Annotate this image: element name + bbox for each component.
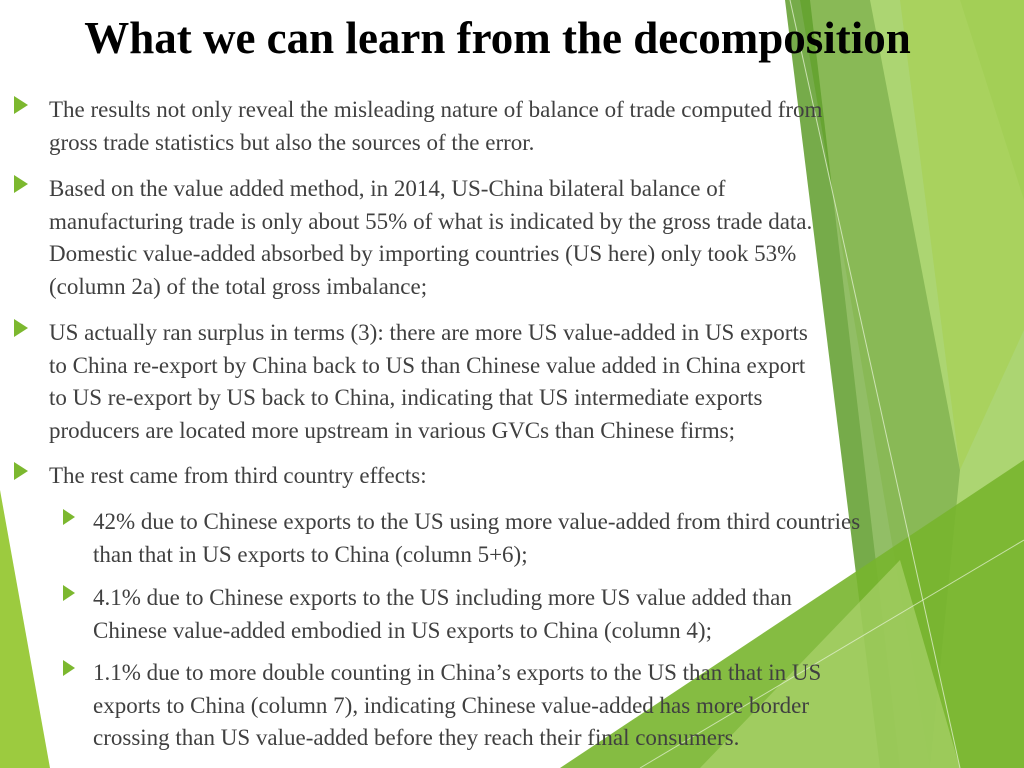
bullet-arrow-icon xyxy=(14,462,28,480)
sub-bullet-arrow-icon xyxy=(63,660,75,676)
bullet-line: (column 2a) of the total gross imbalance; xyxy=(49,273,428,299)
sub-bullet-line: exports to China (column 7), indicating Chinese value-added has more border xyxy=(93,692,809,718)
slide-title: What we can learn from the decomposition xyxy=(84,13,911,63)
bullet-line: US actually ran surplus in terms (3): there are more US value-added in US exports xyxy=(49,320,808,345)
sub-bullet-line: 42% due to Chinese exports to the US using more value-added from third countries xyxy=(93,509,861,534)
bullet-line: to China re-export by China back to US than Chinese value added in China export xyxy=(49,352,806,378)
bullet-line: The results not only reveal the misleading nature of balance of trade computed from xyxy=(49,97,823,122)
bullet-line: The rest came from third country effects: xyxy=(49,463,427,488)
sub-bullet-line: crossing than US value-added before they reach their final consumers. xyxy=(93,725,740,750)
bullet-line: Based on the value added method, in 2014, US-China bilateral balance of xyxy=(49,176,726,201)
bullet-arrow-icon xyxy=(14,175,28,193)
sub-bullet-arrow-icon xyxy=(63,509,75,525)
sub-bullet-line: than that in US exports to China (column 5+6); xyxy=(93,541,528,567)
bullet-line: manufacturing trade is only about 55% of what is indicated by the gross trade data. xyxy=(49,208,813,234)
sub-bullet-arrow-icon xyxy=(63,585,75,601)
bullet-line: gross trade statistics but also the sources of the error. xyxy=(49,129,535,155)
bullet-line: producers are located more upstream in various GVCs than Chinese firms; xyxy=(49,417,735,443)
bullet-arrow-icon xyxy=(14,319,28,337)
sub-bullet-line: 4.1% due to Chinese exports to the US including more US value added than xyxy=(93,585,792,610)
sub-bullet-line: 1.1% due to more double counting in China’s exports to the US than that in US xyxy=(93,660,822,685)
sub-bullet-line: Chinese value-added embodied in US exports to China (column 4); xyxy=(93,617,712,643)
bullet-arrow-icon xyxy=(14,96,28,114)
bullet-line: to US re-export by US back to China, indicating that US intermediate exports xyxy=(49,385,763,410)
bullet-line: Domestic value-added absorbed by importing countries (US here) only took 53% xyxy=(49,241,797,266)
